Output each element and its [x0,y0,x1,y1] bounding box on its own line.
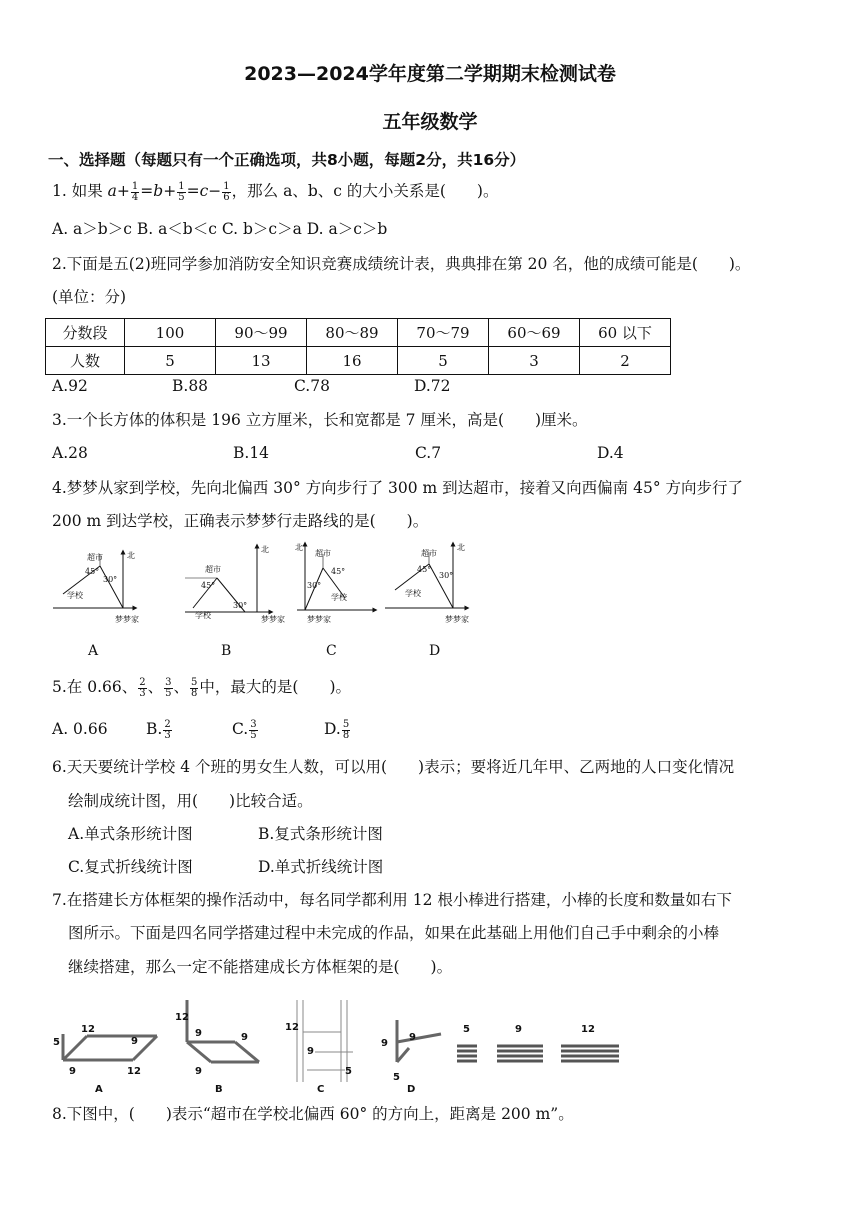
svg-text:超市: 超市 [421,549,437,558]
table-cell: 80～89 [307,319,398,347]
svg-text:5: 5 [463,1024,470,1035]
frame-figure-d [397,1020,441,1062]
question-4: 4.梦梦从家到学校，先向北偏西 30° 方向步行了 300 m 到达超市，接着又向西偏南 45° 方向步行了 [52,479,744,497]
svg-text:B: B [215,1084,223,1095]
svg-text:梦梦家: 梦梦家 [307,615,331,624]
svg-text:9: 9 [307,1046,314,1057]
svg-text:30°: 30° [439,571,454,580]
page-subtitle: 五年级数学 [382,111,478,133]
question-2-option-b: B.88 [172,377,209,395]
svg-text:学校: 学校 [331,593,347,602]
svg-text:12: 12 [285,1022,299,1033]
svg-text:9: 9 [195,1066,202,1077]
svg-text:30°: 30° [103,575,118,584]
table-cell: 100 [125,319,216,347]
svg-text:9: 9 [195,1028,202,1039]
svg-text:北: 北 [295,543,303,552]
question-2: 2.下面是五(2)班同学参加消防安全知识竞赛成绩统计表，典典排在第 20 名，他的成绩可能是( )。 [52,255,751,273]
table-cell: 分数段 [46,319,125,347]
svg-text:学校: 学校 [195,611,211,620]
table-cell: 5 [125,347,216,375]
question-3-option-a: A.28 [52,444,88,462]
svg-text:学校: 学校 [67,591,83,600]
table-cell: 90～99 [216,319,307,347]
svg-text:北: 北 [457,543,465,552]
question-2-option-a: A.92 [52,377,88,395]
svg-text:北: 北 [127,551,135,560]
svg-text:9: 9 [381,1038,388,1049]
table-cell: 13 [216,347,307,375]
question-5-option-d: D. $\frac{5}{8}$ [324,718,350,741]
svg-text:5: 5 [345,1066,352,1077]
svg-text:12: 12 [127,1066,141,1077]
svg-text:D: D [407,1084,416,1095]
svg-text:9: 9 [69,1066,76,1077]
question-5-option-a: A. 0.66 [52,720,108,738]
route-figure-d [385,542,469,624]
route-label-d: D [429,643,441,659]
svg-text:梦梦家: 梦梦家 [445,615,469,624]
route-figures [45,538,515,638]
question-6-option-b: B.复式条形统计图 [258,825,383,843]
svg-text:45°: 45° [85,567,100,576]
question-7: 7.在搭建长方体框架的操作活动中，每名同学都利用 12 根小棒进行搭建，小棒的长度和数量如右下 [52,891,732,909]
question-3-option-b: B.14 [233,444,270,462]
question-2-unit: (单位：分) [52,288,127,306]
route-label-a: A [88,643,99,659]
svg-text:45°: 45° [331,567,346,576]
question-7-line-2: 图所示。下面是四名同学搭建过程中未完成的作品，如果在此基础上用他们自己手中剩余的小棒 [68,924,720,942]
question-5: 5.在 0.66、 $\frac{2}{3}$ 、 $\frac{3}{5}$ 、 $\frac{5}{8}$ 中，最大的是( )。 [52,676,351,699]
svg-text:30°: 30° [233,601,248,610]
question-7-line-3: 继续搭建，那么一定不能搭建成长方体框架的是( )。 [68,958,453,976]
svg-text:梦梦家: 梦梦家 [115,615,139,624]
svg-text:5: 5 [53,1037,60,1048]
svg-text:北: 北 [261,545,269,554]
table-cell: 70～79 [398,319,489,347]
svg-text:超市: 超市 [315,549,331,558]
table-cell: 16 [307,347,398,375]
question-8: 8.下图中，( )表示“超市在学校北偏西 60° 的方向上，距离是 200 m”。 [52,1105,574,1123]
svg-text:9: 9 [241,1032,248,1043]
question-3-option-c: C.7 [415,444,442,462]
svg-text:45°: 45° [417,565,432,574]
question-2-option-c: C.78 [294,377,330,395]
svg-text:9: 9 [409,1032,416,1043]
question-3-option-d: D.4 [597,444,624,462]
question-5-option-b: B. $\frac{2}{3}$ [146,718,171,741]
route-label-b: B [221,643,232,659]
table-cell: 2 [580,347,671,375]
svg-text:45°: 45° [201,581,216,590]
svg-text:9: 9 [515,1024,522,1035]
svg-text:超市: 超市 [205,565,221,574]
table-cell: 3 [489,347,580,375]
question-4-line-2: 200 m 到达学校，正确表示梦梦行走路线的是( )。 [52,512,429,530]
svg-text:C: C [317,1084,325,1095]
table-cell: 5 [398,347,489,375]
page-title: 2023—2024学年度第二学期期末检测试卷 [244,63,616,85]
table-cell: 60 以下 [580,319,671,347]
question-6-option-c: C.复式折线统计图 [68,858,193,876]
frame-figures [45,990,635,1098]
svg-text:12: 12 [175,1012,189,1023]
table-cell: 60～69 [489,319,580,347]
route-figure-b [185,544,285,624]
question-6: 6.天天要统计学校 4 个班的男女生人数，可以用( )表示；要将近几年甲、乙两地的人口变化情况 [52,758,735,776]
svg-text:12: 12 [81,1024,95,1035]
svg-text:A: A [95,1084,103,1095]
frame-figure-a [63,1034,157,1060]
score-table [45,318,671,375]
question-1-options: A. a＞b＞c B. a＜b＜c C. b＞c＞a D. a＞c＞b [52,220,388,238]
svg-text:30°: 30° [307,581,322,590]
question-3: 3.一个长方体的体积是 196 立方厘米，长和宽都是 7 厘米，高是( )厘米。 [52,411,588,429]
svg-text:9: 9 [131,1036,138,1047]
stick-legend [457,1046,619,1061]
route-label-c: C [326,643,337,659]
question-1: 1. 如果 a+ $\frac{1}{4}$ =b+ $\frac{1}{5}$ =c− $\frac{1}{6}$ ，那么 a、b、c 的大小关系是( )。 [52,180,499,203]
route-figure-c [295,542,375,624]
question-6-option-d: D.单式折线统计图 [258,858,384,876]
question-2-option-d: D.72 [414,377,451,395]
svg-text:学校: 学校 [405,589,421,598]
svg-text:梦梦家: 梦梦家 [261,615,285,624]
svg-text:超市: 超市 [87,553,103,562]
question-6-option-a: A.单式条形统计图 [68,825,193,843]
svg-text:12: 12 [581,1024,595,1035]
table-cell: 人数 [46,347,125,375]
route-figure-a [53,550,139,624]
svg-text:5: 5 [393,1072,400,1083]
question-6-line-2: 绘制成统计图，用( )比较合适。 [68,792,313,810]
table-row [46,347,671,375]
question-5-option-c: C. $\frac{3}{5}$ [232,718,257,741]
table-row [46,319,671,347]
section-heading: 一、选择题（每题只有一个正确选项，共8小题，每题2分，共16分） [48,151,526,169]
